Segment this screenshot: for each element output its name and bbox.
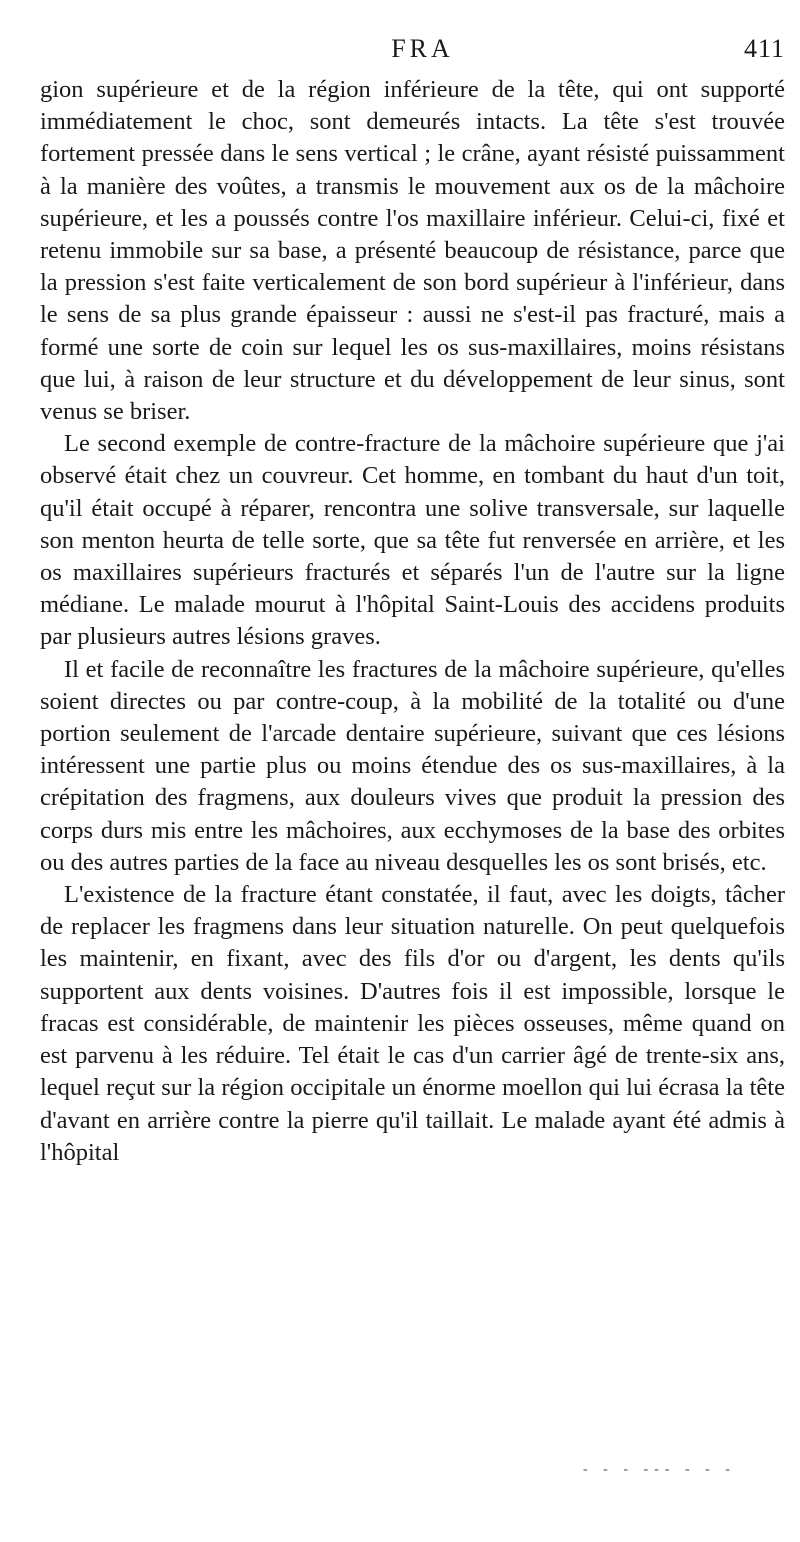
- paragraph-continuation: gion supérieure et de la région inférieure de la tête, qui ont supporté immédiatement le choc, sont demeurés intacts. La tête s'est trouvée fortement pressée dans le sens vertical ; le crâne, ayant résisté puissamment à la manière des voûtes, a transmis le mouvement aux os de la mâchoire supérieure, et les a poussés contre l'os maxillaire inférieur. Celui-ci, fixé et retenu immobile sur sa base, a présenté beaucoup de résistance, parce que la pression s'est faite verticalement de son bord supérieur à l'inférieur, dans le sens de sa plus grande épaisseur : aussi ne s'est-il pas fracturé, mais a formé une sorte de coin sur lequel les os sus-maxillaires, moins résistans que lui, à raison de leur structure et du développement de leur sinus, sont venus se briser.: [40, 76, 785, 426]
- page-number: 411: [743, 34, 785, 63]
- running-head: [40, 34, 785, 74]
- decorative-dash-marks: - - - --- - - -: [583, 1462, 736, 1477]
- paragraph: Il et facile de reconnaître les fractures de la mâchoire supérieure, qu'elles soient directes ou par contre-coup, à la mobilité de la totalité ou d'une portion seulement de l'arcade dentaire supérieure, suivant que ces lésions intéressent une partie plus ou moins étendue des os sus-maxillaires, à la crépitation des fragmens, aux douleurs vives que produit la pression des corps durs mis entre les mâchoires, aux ecchymoses de la base des orbites ou des autres parties de la face au niveau desquelles les os sont brisés, etc.: [40, 655, 785, 876]
- paragraph: Le second exemple de contre-fracture de la mâchoire supérieure que j'ai observé était chez un couvreur. Cet homme, en tombant du haut d'un toit, qu'il était occupé à réparer, rencontra une solive transversale, sur laquelle son menton heurta de telle sorte, que sa tête fut renversée en arrière, et les os maxillaires supérieurs fracturés et séparés l'un de l'autre sur la ligne médiane. Le malade mourut à l'hôpital Saint-Louis des accidens produits par plusieurs autres lésions graves.: [40, 430, 785, 651]
- running-head-title: FRA: [391, 34, 454, 63]
- body-text: [40, 74, 785, 1169]
- paragraph: L'existence de la fracture étant constatée, il faut, avec les doigts, tâcher de replacer les fragmens dans leur situation naturelle. On peut quelquefois les maintenir, en fixant, avec des fils d'or ou d'argent, les dents qu'ils supportent aux dents voisines. D'autres fois il est impossible, lorsque le fracas est considérable, de maintenir les pièces osseuses, même quand on est parvenu à les réduire. Tel était le cas d'un carrier âgé de trente-six ans, lequel reçut sur la région occipitale un énorme moellon qui lui écrasa la tête d'avant en arrière contre la pierre qu'il taillait. Le malade ayant été admis à l'hôpital: [40, 881, 785, 1166]
- book-page: [40, 34, 785, 1169]
